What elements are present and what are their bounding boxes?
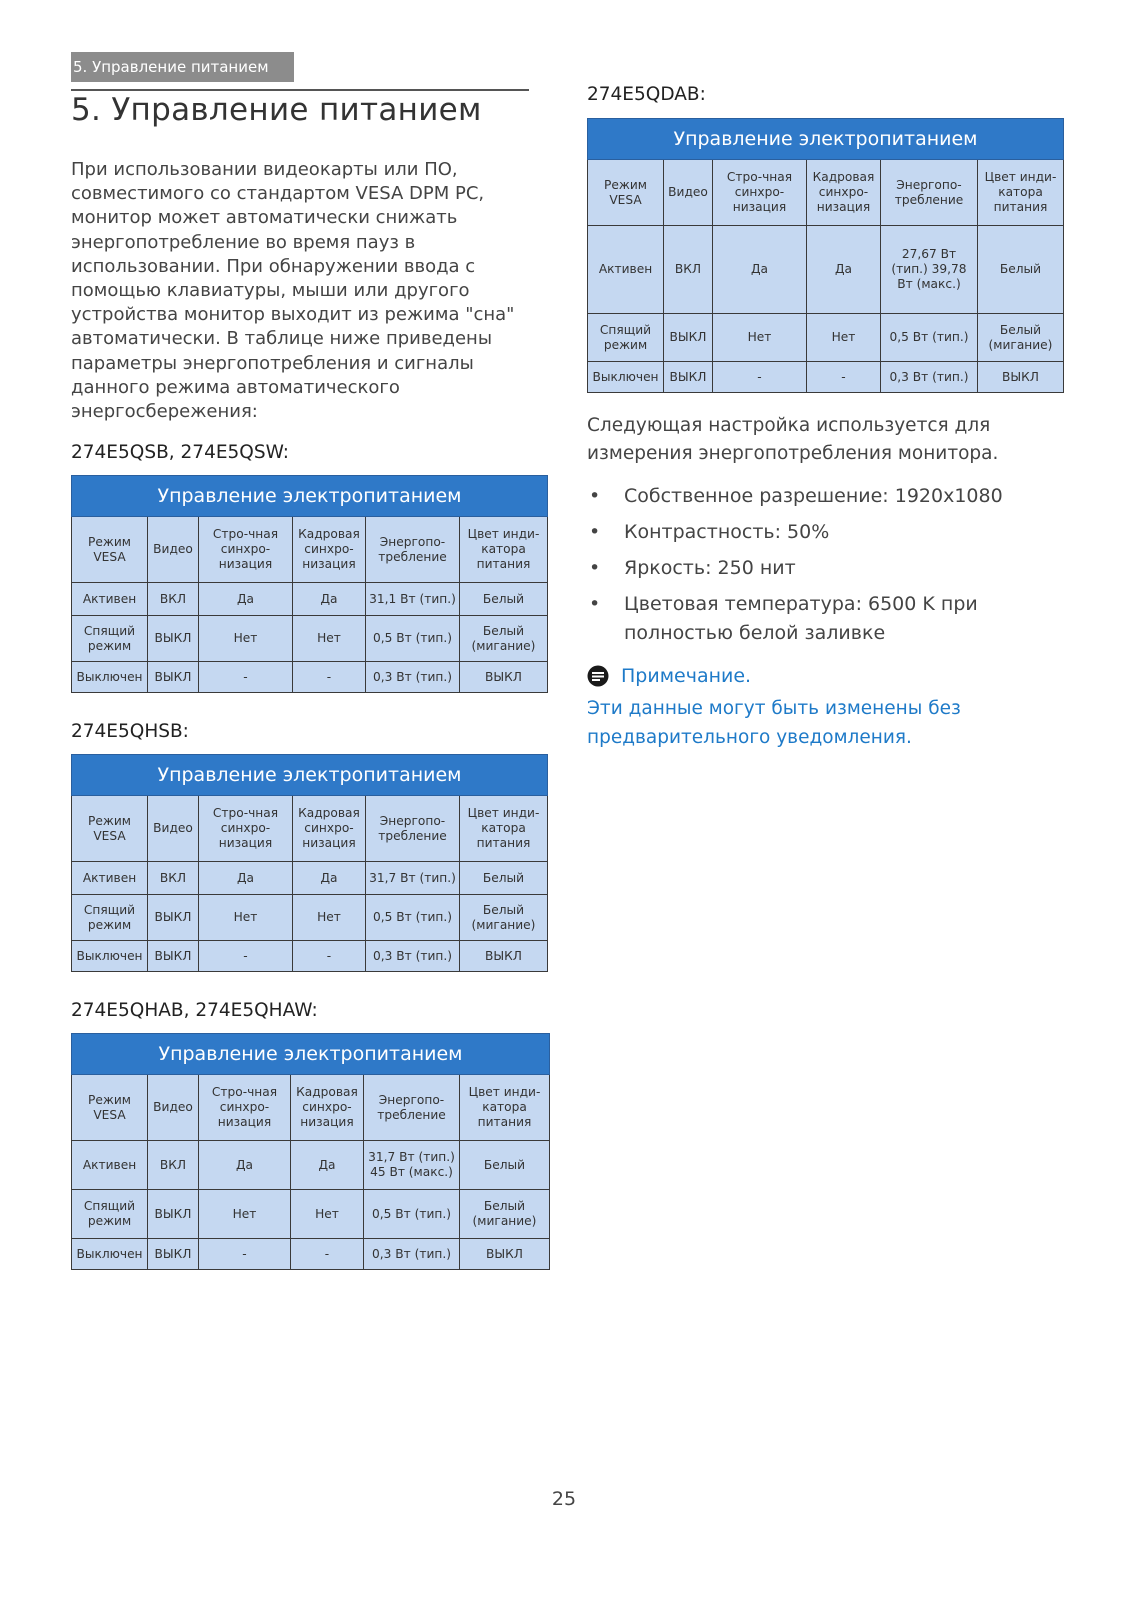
- power-table-3: [71, 1033, 550, 1270]
- header-cell: Кадровая синхро-низация: [807, 160, 881, 226]
- table-title: Управление электропитанием: [72, 1034, 550, 1075]
- table-cell: -: [807, 362, 881, 393]
- header-cell: Режим VESA: [72, 1075, 148, 1141]
- table-cell: Нет: [199, 1190, 291, 1239]
- header-cell: Видео: [148, 517, 199, 583]
- table-cell: 0,3 Вт (тип.): [364, 1239, 460, 1270]
- measurement-settings-list: [587, 482, 1057, 655]
- header-cell: Энергопо-требление: [364, 1075, 460, 1141]
- table-cell: ВЫКЛ: [460, 941, 548, 972]
- table-cell: 0,5 Вт (тип.): [366, 616, 460, 662]
- table-row: [588, 314, 1064, 362]
- table-cell: Белый (мигание): [460, 895, 548, 941]
- table-cell: 27,67 Вт (тип.) 39,78 Вт (макс.): [881, 226, 978, 314]
- header-cell: Режим VESA: [72, 517, 148, 583]
- model-label-3: 274E5QHAB, 274E5QHAW:: [71, 1000, 318, 1021]
- table-cell: Нет: [293, 895, 366, 941]
- note-text: Эти данные могут быть изменены без предварительного уведомления.: [587, 698, 961, 748]
- header-cell: Кадровая синхро-низация: [291, 1075, 364, 1141]
- table-row: [72, 941, 548, 972]
- table-cell: -: [199, 1239, 291, 1270]
- table-cell: Да: [293, 862, 366, 895]
- table-cell: Активен: [588, 226, 664, 314]
- table-cell: -: [291, 1239, 364, 1270]
- list-item-text: Контрастность: 50%: [624, 521, 830, 543]
- table-cell: Активен: [72, 862, 148, 895]
- table-cell: ВКЛ: [148, 862, 199, 895]
- page-number: 25: [551, 1488, 577, 1510]
- section-header-tab: 5. Управление питанием: [71, 52, 294, 82]
- model-label-2: 274E5QHSB:: [71, 721, 189, 742]
- table-cell: Нет: [199, 895, 293, 941]
- table-cell: Выключен: [72, 941, 148, 972]
- header-cell: Стро-чная синхро-низация: [199, 1075, 291, 1141]
- table-cell: 0,3 Вт (тип.): [366, 662, 460, 693]
- list-item: [587, 590, 1057, 648]
- header-cell: Кадровая синхро-низация: [293, 517, 366, 583]
- table-title: Управление электропитанием: [588, 119, 1064, 160]
- list-item-text: Яркость: 250 нит: [624, 557, 796, 579]
- table-row: [72, 1239, 550, 1270]
- table-cell: Нет: [807, 314, 881, 362]
- table-cell: Белый: [978, 226, 1064, 314]
- table-cell: -: [199, 941, 293, 972]
- table-row: [72, 1141, 550, 1190]
- note-heading-text: Примечание.: [621, 665, 752, 687]
- list-item: [587, 518, 1057, 547]
- bullet-icon: •: [589, 593, 601, 615]
- table-cell: ВЫКЛ: [664, 314, 713, 362]
- header-cell: Энергопо-требление: [366, 517, 460, 583]
- page-title: 5. Управление питанием: [71, 92, 482, 128]
- table-cell: Белый (мигание): [978, 314, 1064, 362]
- list-item-text: Собственное разрешение: 1920x1080: [624, 485, 1003, 507]
- power-table-1: [71, 475, 548, 693]
- table-cell: ВЫКЛ: [148, 1190, 199, 1239]
- table-cell: ВЫКЛ: [460, 1239, 550, 1270]
- intro-paragraph: При использовании видеокарты или ПО, совместимого со стандартом VESA DPM PC, монитор может автоматически снижать энергопотребление во время пауз в использовании. При обнаружении ввода с помощью клавиатуры, мыши или другого устройства монитор выходит из режима "сна" автоматически. В таблице ниже приведены параметры энергопотребления и сигналы данного режима автоматического энергосбережения:: [71, 159, 515, 423]
- measurement-intro: Следующая настройка используется для измерения энергопотребления монитора.: [587, 415, 999, 464]
- table-cell: Да: [199, 862, 293, 895]
- table-cell: Активен: [72, 1141, 148, 1190]
- table-row: [72, 583, 548, 616]
- header-cell: Режим VESA: [588, 160, 664, 226]
- model-label-4: 274E5QDAB:: [587, 84, 706, 105]
- table-cell: Спящий режим: [72, 616, 148, 662]
- table-cell: -: [199, 662, 293, 693]
- table-cell: ВЫКЛ: [148, 1239, 199, 1270]
- table-cell: Белый (мигание): [460, 1190, 550, 1239]
- header-divider: [71, 89, 529, 91]
- table-cell: -: [293, 662, 366, 693]
- table-cell: Да: [291, 1141, 364, 1190]
- list-item: [587, 482, 1057, 511]
- table-cell: Белый: [460, 583, 548, 616]
- table-cell: ВКЛ: [148, 583, 199, 616]
- table-cell: Выключен: [588, 362, 664, 393]
- table-cell: ВЫКЛ: [978, 362, 1064, 393]
- table-cell: 0,5 Вт (тип.): [366, 895, 460, 941]
- header-cell: Видео: [148, 796, 199, 862]
- table-cell: Спящий режим: [72, 895, 148, 941]
- table-cell: ВЫКЛ: [148, 941, 199, 972]
- table-cell: 0,5 Вт (тип.): [881, 314, 978, 362]
- header-cell: Цвет инди-катора питания: [460, 796, 548, 862]
- table-cell: -: [713, 362, 807, 393]
- table-cell: Нет: [293, 616, 366, 662]
- header-cell: Стро-чная синхро-низация: [713, 160, 807, 226]
- table-cell: Выключен: [72, 1239, 148, 1270]
- table-cell: Нет: [713, 314, 807, 362]
- table-cell: Спящий режим: [72, 1190, 148, 1239]
- table-cell: 31,7 Вт (тип.): [366, 862, 460, 895]
- table-cell: 0,3 Вт (тип.): [881, 362, 978, 393]
- table-cell: ВКЛ: [664, 226, 713, 314]
- power-table-2: [71, 754, 548, 972]
- table-cell: 0,5 Вт (тип.): [364, 1190, 460, 1239]
- header-cell: Видео: [664, 160, 713, 226]
- table-cell: Нет: [291, 1190, 364, 1239]
- table-cell: ВЫКЛ: [148, 616, 199, 662]
- header-cell: Энергопо-требление: [881, 160, 978, 226]
- table-cell: Да: [713, 226, 807, 314]
- header-cell: Цвет инди-катора питания: [978, 160, 1064, 226]
- table-title: Управление электропитанием: [72, 755, 548, 796]
- list-item-text: Цветовая температура: 6500 K при полностью белой заливке: [624, 593, 978, 644]
- table-row: [588, 226, 1064, 314]
- table-row: [588, 362, 1064, 393]
- bullet-icon: •: [589, 485, 601, 507]
- table-cell: 0,3 Вт (тип.): [366, 941, 460, 972]
- bullet-icon: •: [589, 521, 601, 543]
- table-cell: Выключен: [72, 662, 148, 693]
- bullet-icon: •: [589, 557, 601, 579]
- table-row: [72, 662, 548, 693]
- table-cell: Белый: [460, 862, 548, 895]
- table-cell: Белый (мигание): [460, 616, 548, 662]
- header-cell: Кадровая синхро-низация: [293, 796, 366, 862]
- table-cell: 31,7 Вт (тип.) 45 Вт (макс.): [364, 1141, 460, 1190]
- header-cell: Режим VESA: [72, 796, 148, 862]
- table-cell: Активен: [72, 583, 148, 616]
- table-cell: Белый: [460, 1141, 550, 1190]
- header-cell: Стро-чная синхро-низация: [199, 796, 293, 862]
- table-cell: -: [293, 941, 366, 972]
- header-cell: Цвет инди-катора питания: [460, 1075, 550, 1141]
- table-cell: ВЫКЛ: [148, 662, 199, 693]
- table-cell: Нет: [199, 616, 293, 662]
- header-cell: Энергопо-требление: [366, 796, 460, 862]
- table-row: [72, 895, 548, 941]
- list-item: [587, 554, 1057, 583]
- table-row: [72, 616, 548, 662]
- table-cell: Да: [293, 583, 366, 616]
- table-cell: Да: [199, 583, 293, 616]
- note-heading: [587, 665, 751, 687]
- table-cell: ВЫКЛ: [460, 662, 548, 693]
- power-table-4: [587, 118, 1064, 393]
- table-row: [72, 1190, 550, 1239]
- table-title: Управление электропитанием: [72, 476, 548, 517]
- table-cell: Да: [807, 226, 881, 314]
- header-cell: Видео: [148, 1075, 199, 1141]
- table-cell: Спящий режим: [588, 314, 664, 362]
- table-cell: ВЫКЛ: [148, 895, 199, 941]
- table-cell: 31,1 Вт (тип.): [366, 583, 460, 616]
- note-icon: [587, 665, 609, 687]
- header-cell: Цвет инди-катора питания: [460, 517, 548, 583]
- model-label-1: 274E5QSB, 274E5QSW:: [71, 442, 290, 463]
- table-cell: ВКЛ: [148, 1141, 199, 1190]
- table-cell: ВЫКЛ: [664, 362, 713, 393]
- table-row: [72, 862, 548, 895]
- header-cell: Стро-чная синхро-низация: [199, 517, 293, 583]
- table-cell: Да: [199, 1141, 291, 1190]
